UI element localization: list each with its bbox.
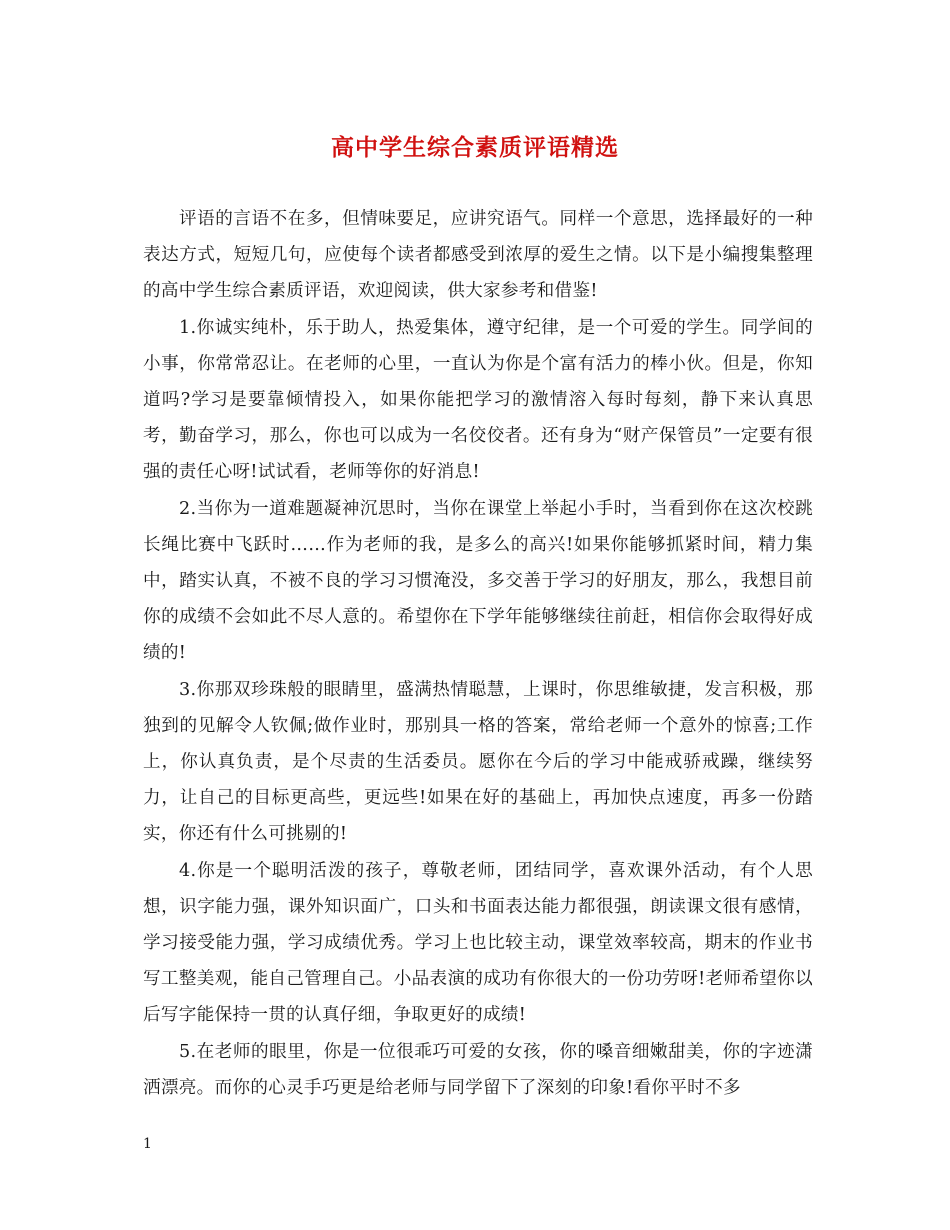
intro-paragraph: 评语的言语不在多，但情味要足，应讲究语气。同样一个意思，选择最好的一种表达方式，短短几句，应使每个读者都感受到浓厚的爱生之情。以下是小编搜集整理的高中学生综合素质评语，欢迎阅读，供大家参考和借鉴! — [143, 209, 813, 302]
comment-paragraph-1: 1.你诚实纯朴，乐于助人，热爱集体，遵守纪律，是一个可爱的学生。同学间的小事，你常常忍让。在老师的心里，一直认为你是个富有活力的棒小伙。但是，你知道吗?学习是要靠倾情投入，如果你能把学习的激情溶入每时每刻，静下来认真思考，勤奋学习，那么，你也可以成为一名佼佼者。还有身为“财产保管员”一定要有很强的责任心呀!试试看，老师等你的好消息! — [143, 317, 813, 483]
comment-paragraph-3: 3.你那双珍珠般的眼睛里，盛满热情聪慧，上课时，你思维敏捷，发言积极，那独到的见解令人钦佩;做作业时，那别具一格的答案，常给老师一个意外的惊喜;工作上，你认真负责，是个尽责的生活委员。愿你在今后的学习中能戒骄戒躁，继续努力，让自己的目标更高些，更远些!如果在好的基础上，再加快点速度，再多一份踏实，你还有什么可挑剔的! — [143, 679, 813, 845]
page-number: 1 — [143, 1136, 152, 1152]
comment-paragraph-4: 4.你是一个聪明活泼的孩子，尊敬老师，团结同学，喜欢课外活动，有个人思想，识字能力强，课外知识面广，口头和书面表达能力都很强，朗读课文很有感情，学习接受能力强，学习成绩优秀。学习上也比较主动，课堂效率较高，期末的作业书写工整美观，能自己管理自己。小品表演的成功有你很大的一份功劳呀!老师希望你以后写字能保持一贯的认真仔细，争取更好的成绩! — [143, 860, 813, 1026]
document-body — [143, 201, 813, 1106]
comment-paragraph-5: 5.在老师的眼里，你是一位很乖巧可爱的女孩，你的嗓音细嫩甜美，你的字迹潇洒漂亮。而你的心灵手巧更是给老师与同学留下了深刻的印象!看你平时不多 — [143, 1041, 813, 1098]
comment-paragraph-2: 2.当你为一道难题凝神沉思时，当你在课堂上举起小手时，当看到你在这次校跳长绳比赛中飞跃时……作为老师的我，是多么的高兴!如果你能够抓紧时间，精力集中，踏实认真，不被不良的学习习惯淹没，多交善于学习的好朋友，那么，我想目前你的成绩不会如此不尽人意的。希望你在下学年能够继续往前赶，相信你会取得好成绩的! — [143, 498, 813, 664]
document-title: 高中学生综合素质评语精选 — [331, 134, 619, 161]
